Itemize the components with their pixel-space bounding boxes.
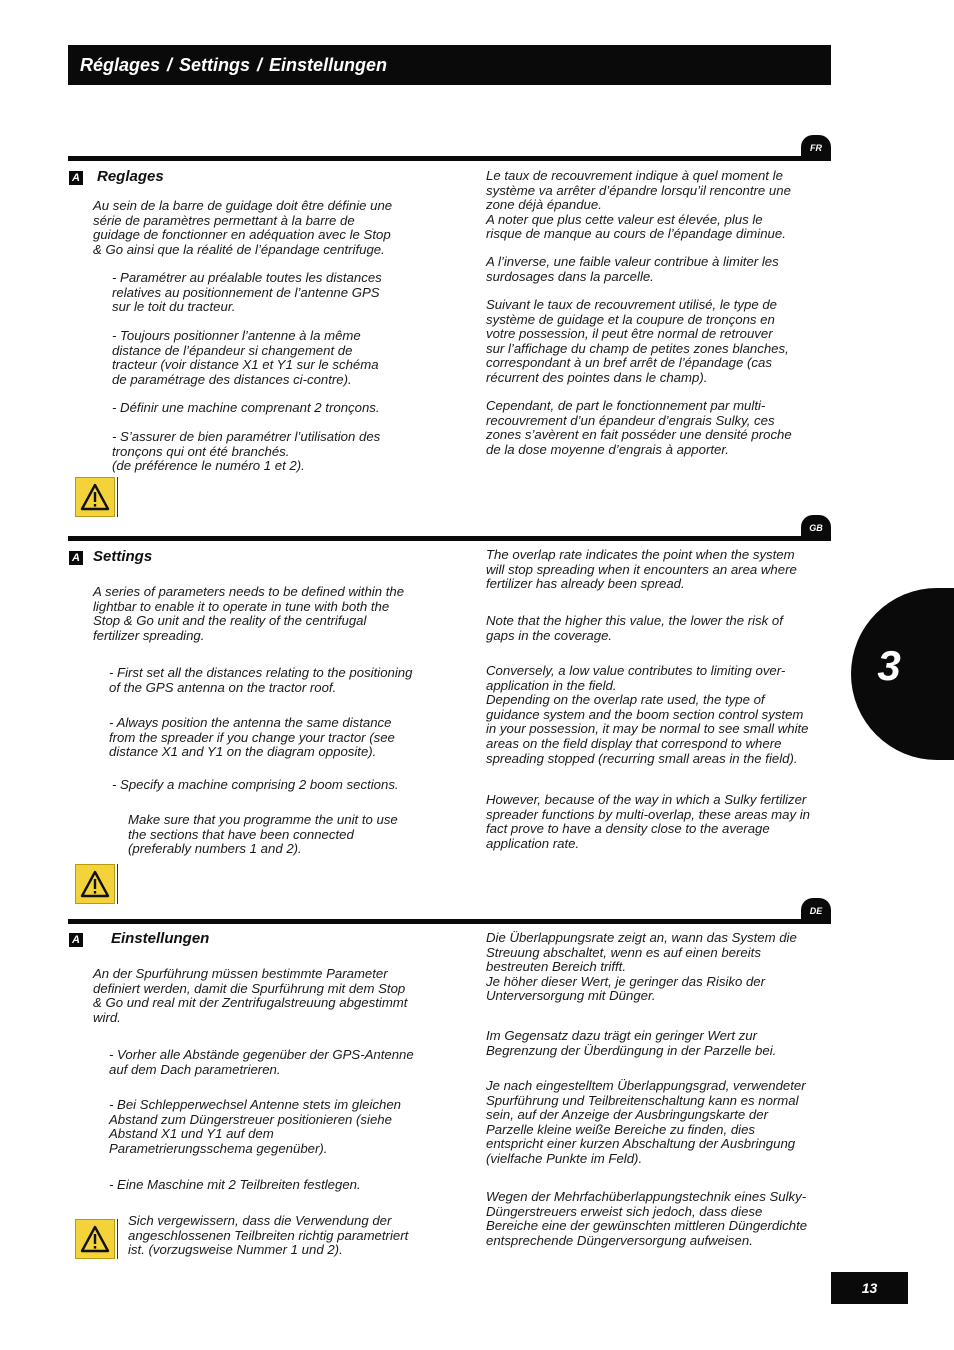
gb-bullet-2: - Always position the antenna the same distance from the spreader if you change your tractor (see distance X1 and Y1 on the diagram opposite). [109,715,395,760]
fr-bullet-1: - Paramétrer au préalable toutes les distances relatives au positionnement de l’antenne GPS sur le toit du tracteur. [112,270,382,315]
gb-bullet-3: - Specify a machine comprising 2 boom sections. [112,777,399,792]
de-right-2: Im Gegensatz dazu trägt ein geringer Wert zur Begrenzung der Überdüngung in der Parzelle bei. [486,1028,777,1058]
warning-divider-de [117,1219,118,1259]
section-title-fr: Reglages [97,168,164,185]
gb-intro: A series of parameters needs to be defined within the lightbar to enable it to operate in tune with both the Stop & Go unit and the reality of the centrifugal fertilizer spreading. [93,584,405,643]
section-letter-de: A [69,933,83,947]
de-bullet-3: - Eine Maschine mit 2 Teilbreiten festlegen. [109,1177,361,1192]
warning-divider-gb [117,864,118,904]
warning-triangle-icon [80,1225,110,1253]
gb-warning-text: Make sure that you programme the unit to use the sections that have been connected (preferably numbers 1 and 2). [128,812,398,857]
de-intro: An der Spurführung müssen bestimmte Parameter definiert werden, damit die Spurführung mit dem Stop & Go und real mit der Zentrifugalstreuung abgestimmt wird. [93,966,408,1025]
gb-right-4: However, because of the way in which a Sulky fertilizer spreader functions by multi-overlap, these areas may in fact prove to have a density close to the average application rate. [486,792,810,851]
gb-bullet-1: - First set all the distances relating to the positioning of the GPS antenna on the tractor roof. [109,665,413,695]
gb-right-1: The overlap rate indicates the point when the system will stop spreading when it encounters an area where fertilizer has already been spread. [486,547,797,592]
section-title-de: Einstellungen [111,930,210,947]
fr-bullet-2: - Toujours positionner l’antenne à la même distance de l’épandeur si changement de tracteur (voir distance X1 et Y1 sur le schéma de paramétrage des distances ci-contre). [112,328,379,387]
section-rule-de [68,919,831,924]
lang-tag-gb: GB [801,515,831,539]
de-right-4: Wegen der Mehrfachüberlappungstechnik eines Sulky- Düngerstreuers erweist sich jedoch, dass diese Bereiche eine der gewünschten mittleren Düngerdichte entsprechende Düngerversorgung aufweisen. [486,1189,808,1248]
section-letter-gb: A [69,551,83,565]
de-right-3: Je nach eingestelltem Überlappungsgrad, verwendeter Spurführung und Teilbreitenschaltung kann es normal sein, auf der Anzeige der Ausbringungskarte der Parzelle kleine weiße Bereiche zu finden, dies entspricht einer kurzen Abschaltung der Ausbringung (vielfache Punkte im Feld). [486,1078,806,1166]
fr-bullet-4: - S’assurer de bien paramétrer l’utilisation des tronçons qui ont été branchés. (de préférence le numéro 1 et 2). [112,429,381,474]
section-letter-fr: A [69,171,83,185]
warning-box-fr [75,477,115,517]
fr-right-3: Suivant le taux de recouvrement utilisé, le type de système de guidage et la coupure de tronçons en votre possession, il peut être normal de retrouver sur l’affichage du champ de petites zones blanches, correspondant à un bref arrêt de l’épandage (cas récurrent des pointes dans le champ). [486,297,789,385]
gb-right-2: Note that the higher this value, the lower the risk of gaps in the coverage. [486,613,783,643]
de-right-1: Die Überlappungsrate zeigt an, wann das System die Streuung abschaltet, wenn es auf einen bereits bestreuten Bereich trifft. Je höher dieser Wert, je geringer das Risiko der Unterversorgung mit Dünger. [486,930,797,1004]
lang-tag-fr: FR [801,135,831,159]
de-warning-text: Sich vergewissern, dass die Verwendung der angeschlossenen Teilbreiten richtig parametriert ist. (vorzugsweise Nummer 1 und 2). [128,1213,409,1258]
de-bullet-2: - Bei Schlepperwechsel Antenne stets im gleichen Abstand zum Düngerstreuer positionieren (siehe Abstand X1 und Y1 auf dem Parametrierungsschema gegenüber). [109,1097,401,1156]
warning-triangle-icon [80,870,110,898]
chapter-number: 3 [877,642,901,689]
page-header: Réglages / Settings / Einstellungen [68,45,831,85]
page-number: 13 [831,1272,908,1304]
section-title-gb: Settings [93,548,153,565]
de-bullet-1: - Vorher alle Abstände gegenüber der GPS-Antenne auf dem Dach parametrieren. [109,1047,414,1077]
fr-right-1: Le taux de recouvrement indique à quel moment le système va arrêter d’épandre lorsqu’il rencontre une zone déjà épandue. A noter que plus cette valeur est élevée, plus le risque de manque au cours de l’épandage diminue. [486,168,791,242]
fr-right-2: A l’inverse, une faible valeur contribue à limiter les surdosages dans la parcelle. [486,254,779,284]
warning-box-gb [75,864,115,904]
section-rule-fr [68,156,831,161]
warning-triangle-icon [80,483,110,511]
section-rule-gb [68,536,831,541]
gb-right-3: Conversely, a low value contributes to limiting over- application in the field. Depending on the overlap rate used, the type of guidance system and the boom section control system in your possession, it may be normal to see small white areas on the field display that correspond to where spreading stopped (recurring small areas in the field). [486,663,809,766]
warning-divider-fr [117,477,118,517]
fr-right-4: Cependant, de part le fonctionnement par multi- recouvrement d’un épandeur d’engrais Sulky, ces zones s’avèrent en fait posséder une densité proche de la dose moyenne d’engrais à apporter. [486,398,792,457]
fr-intro: Au sein de la barre de guidage doit être définie une série de paramètres permettant à la barre de guidage de fonctionner en adéquation avec le Stop & Go ainsi que la réalité de l’épandage centrifuge. [93,198,393,257]
warning-box-de [75,1219,115,1259]
lang-tag-de: DE [801,898,831,922]
fr-bullet-3: - Définir une machine comprenant 2 tronçons. [112,400,380,415]
